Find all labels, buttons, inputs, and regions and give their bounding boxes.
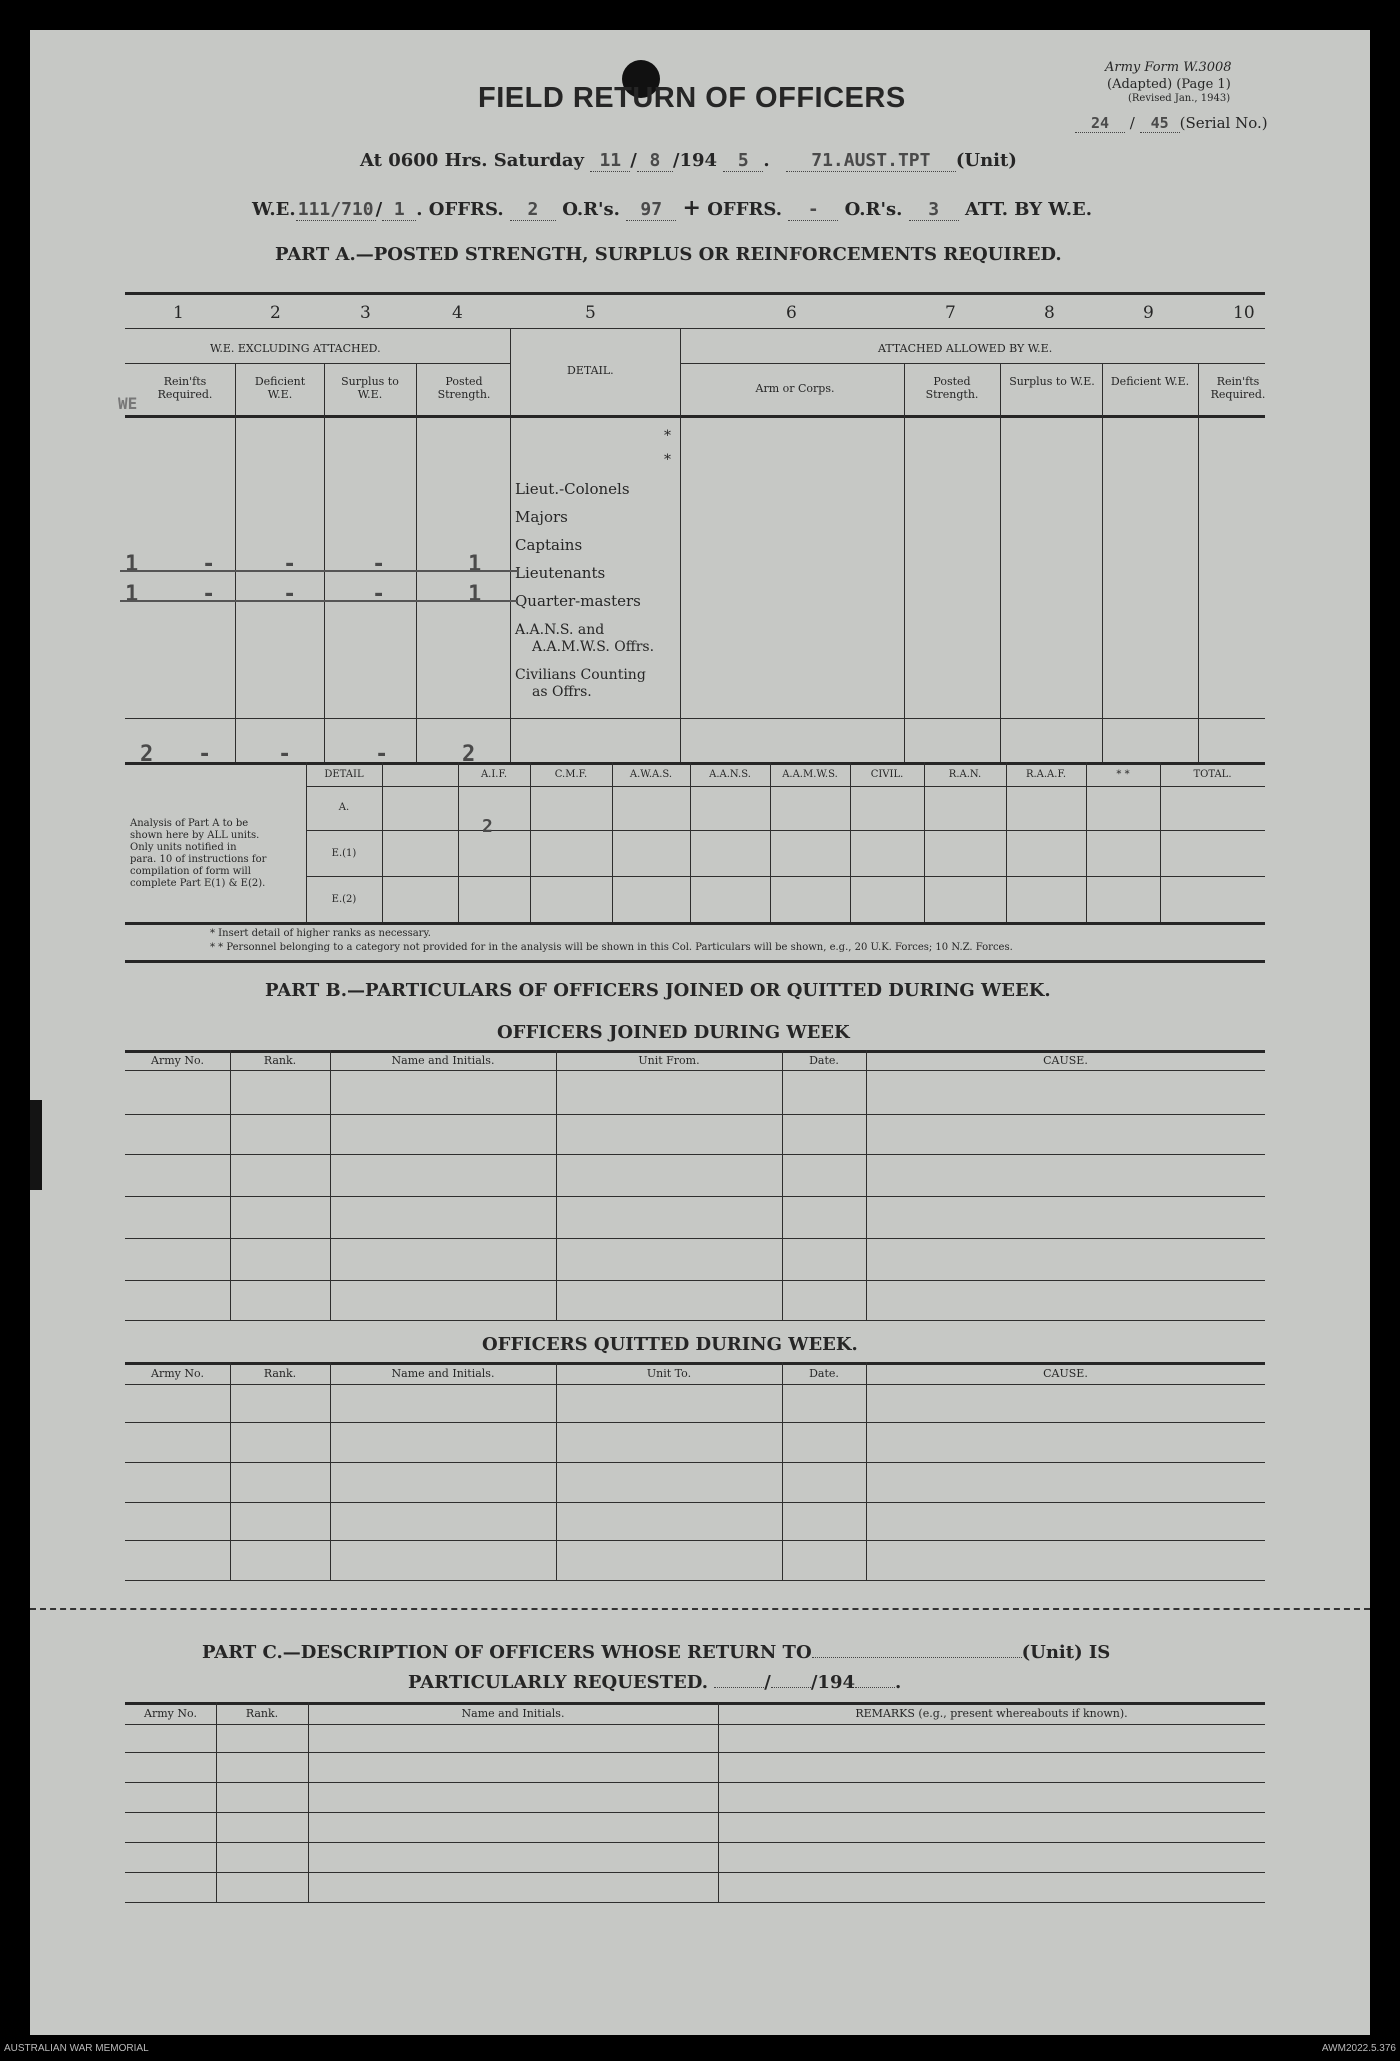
part-c-row-3 — [125, 1812, 1265, 1813]
part-c-row-1 — [125, 1752, 1265, 1753]
qm-strike — [120, 600, 518, 602]
joined-hdr-unit-from: Unit From. — [638, 1054, 700, 1067]
part-c-heading-b — [408, 1672, 901, 1693]
part-a-top-rule — [125, 292, 1265, 295]
part-a-sub-rule-right — [680, 363, 1265, 364]
hdr-reinfts2: Rein'fts Required. — [1210, 375, 1266, 401]
part-c-bottom — [125, 1902, 1265, 1903]
lt-reinfts: 1 — [125, 552, 139, 577]
qvl-4 — [782, 1362, 783, 1580]
hdr-arm: Arm or Corps. — [755, 382, 835, 395]
avl-11 — [1160, 762, 1161, 922]
joined-hdr-cause: CAUSE. — [1043, 1054, 1088, 1067]
quitted-hdr-rule — [125, 1384, 1265, 1385]
an-hdr-ran: R.A.N. — [948, 769, 982, 780]
unit-value: 71.AUST.TPT — [786, 150, 956, 172]
avl-4 — [612, 762, 613, 922]
quitted-bottom — [125, 1580, 1265, 1581]
cvl-2 — [308, 1702, 309, 1902]
rank-lieut-colonels: Lieut.-Colonels — [515, 480, 630, 498]
col-num-8: 8 — [1044, 303, 1055, 323]
part-a-end-rule — [125, 960, 1265, 963]
hdr-posted2: Posted Strength. — [925, 375, 979, 401]
col-num-1: 1 — [173, 303, 184, 323]
analysis-note-5: compilation of form will — [130, 866, 251, 877]
hdr-deficient2: Deficient W.E. — [1110, 375, 1190, 388]
part-c-row-5 — [125, 1872, 1265, 1873]
part-c-row-4 — [125, 1842, 1265, 1843]
analysis-note-6: complete Part E(1) & E(2). — [130, 878, 266, 889]
lt-strike — [120, 570, 518, 572]
jvl-5 — [866, 1050, 867, 1320]
col-num-2: 2 — [270, 303, 281, 323]
analysis-bottom-rule — [125, 922, 1265, 925]
rank-majors: Majors — [515, 508, 568, 526]
quitted-hdr-cause: CAUSE. — [1043, 1367, 1088, 1380]
quitted-row-3 — [125, 1502, 1265, 1503]
part-c-hdr-name: Name and Initials. — [461, 1707, 565, 1720]
quitted-title: OFFICERS QUITTED DURING WEEK. — [482, 1334, 858, 1355]
avl-6 — [770, 762, 771, 922]
rank-captains: Captains — [515, 536, 583, 554]
total-reinfts: 2 — [140, 742, 154, 767]
analysis-row-a-rule — [306, 830, 1265, 831]
col-num-3: 3 — [360, 303, 371, 323]
vline-6 — [904, 363, 905, 762]
hdr-surplus: Surplus to W.E. — [341, 375, 399, 401]
hdr-reinfts: Rein'fts Required. — [157, 375, 213, 401]
ors2-label: O.R's. — [844, 199, 903, 220]
jvl-1 — [230, 1050, 231, 1320]
rank-quarter-masters: Quarter-masters — [515, 592, 641, 610]
joined-row-2 — [125, 1154, 1265, 1155]
analysis-header-rule — [306, 786, 1265, 787]
total-surplus2: - — [375, 742, 389, 767]
month-value: 8 — [637, 150, 673, 172]
day-value: 11 — [590, 150, 630, 172]
part-c-hdr-rule — [125, 1724, 1265, 1725]
at-label: At 0600 Hrs. Saturday — [360, 150, 585, 171]
vline-9 — [1198, 363, 1199, 762]
unit-label: (Unit) — [955, 150, 1017, 171]
part-a-heading: PART A.—POSTED STRENGTH, SURPLUS OR REINFORCEMENTS REQUIRED. — [275, 244, 1062, 265]
part-c-period: . — [895, 1672, 902, 1693]
an-hdr-raaf: R.A.A.F. — [1025, 769, 1067, 780]
quitted-row-1 — [125, 1422, 1265, 1423]
avl-8 — [924, 762, 925, 922]
avl-3 — [530, 762, 531, 922]
offrs2-label: OFFRS. — [707, 199, 783, 220]
qvl-1 — [230, 1362, 231, 1580]
an-hdr-aif: A.I.F. — [480, 769, 508, 780]
quitted-hdr-date: Date. — [809, 1367, 839, 1380]
footer-accession: AWM2022.5.376 — [1321, 2043, 1396, 2054]
joined-hdr-date: Date. — [809, 1054, 839, 1067]
rank-lieutenants: Lieutenants — [515, 564, 606, 582]
an-hdr-civil: CIVIL. — [870, 769, 904, 780]
we-label: W.E. — [252, 199, 296, 220]
offrs2-value: - — [788, 199, 838, 221]
we-line: W.E. 111/710 / 1 . OFFRS. 2 O.R's. 97 + OFFRS. - O.R's. 3 ATT. BY W.E. — [252, 195, 1092, 221]
avl-5 — [690, 762, 691, 922]
an-hdr-awas: A.W.A.S. — [629, 769, 673, 780]
part-b-heading: PART B.—PARTICULARS OF OFFICERS JOINED OR QUITTED DURING WEEK. — [265, 980, 1051, 1001]
we-value: 111/710 — [296, 199, 376, 221]
plus-sign: + — [682, 195, 701, 221]
jvl-4 — [782, 1050, 783, 1320]
avl-7 — [850, 762, 851, 922]
serial-label: (Serial No.) — [1179, 114, 1268, 132]
footnote-2: * * Personnel belonging to a category not provided for in the analysis will be shown in this Col. Particulars will be shown, e.g., 20 U.K. Forces; 10 N.Z. Forces. — [210, 942, 1013, 953]
joined-hdr-rule — [125, 1070, 1265, 1071]
ors-value: 97 — [626, 199, 676, 221]
avl-10 — [1086, 762, 1087, 922]
quitted-hdr-army-no: Army No. — [151, 1367, 204, 1380]
total-surplus: - — [278, 742, 292, 767]
rank-aans-2: A.A.M.W.S. Offrs. — [532, 639, 655, 655]
form-adapted: (Adapted) (Page 1) — [1107, 77, 1231, 92]
vline-5 — [680, 328, 681, 762]
att-label: ATT. BY W.E. — [964, 199, 1092, 220]
an-row-e2: E.(2) — [331, 894, 357, 905]
analysis-note-2: shown here by ALL units. — [130, 830, 260, 841]
offrs-value: 2 — [510, 199, 556, 221]
qm-deficient: - — [202, 582, 216, 607]
an-row-e1: E.(1) — [331, 848, 357, 859]
year-digit: 5 — [723, 150, 763, 172]
part-c-year: /194 — [810, 1672, 856, 1693]
vline-2 — [324, 363, 325, 762]
joined-row-4 — [125, 1238, 1265, 1239]
qvl-5 — [866, 1362, 867, 1580]
part-a-total-bottom — [125, 762, 1265, 765]
quitted-hdr-unit-to: Unit To. — [646, 1367, 692, 1380]
serial-b: 45 — [1140, 114, 1180, 133]
cvl-3 — [718, 1702, 719, 1902]
avl-9 — [1006, 762, 1007, 922]
col-num-7: 7 — [945, 303, 956, 323]
joined-hdr-rank: Rank. — [263, 1054, 297, 1067]
part-c-row-2 — [125, 1782, 1265, 1783]
part-c-requested: PARTICULARLY REQUESTED. — [408, 1672, 708, 1693]
qvl-2 — [330, 1362, 331, 1580]
rank-aans-1: A.A.N.S. and — [515, 622, 605, 638]
quitted-hdr-rank: Rank. — [263, 1367, 297, 1380]
col-num-9: 9 — [1143, 303, 1154, 323]
joined-row-1 — [125, 1114, 1265, 1115]
rank-civilians-2: as Offrs. — [532, 684, 592, 700]
form-page — [30, 30, 1370, 2035]
form-number: Army Form W.3008 — [1105, 60, 1232, 75]
lt-surplus2: - — [372, 552, 386, 577]
analysis-note-4: para. 10 of instructions for — [130, 854, 267, 865]
cvl-1 — [216, 1702, 217, 1902]
total-posted: 2 — [462, 742, 476, 767]
asterisk-1: * — [664, 428, 671, 444]
ors-label: O.R's. — [562, 199, 620, 220]
part-c-heading-a — [202, 1642, 1110, 1663]
we-sub: 1 — [382, 199, 416, 221]
part-c-hdr-rank: Rank. — [245, 1707, 279, 1720]
col-num-5: 5 — [585, 303, 596, 323]
attached-allowed-label: ATTACHED ALLOWED BY W.E. — [878, 342, 1053, 355]
joined-row-3 — [125, 1196, 1265, 1197]
an-hdr-aans: A.A.N.S. — [709, 769, 751, 780]
analysis-note-1: Analysis of Part A to be — [130, 818, 249, 829]
paper-edge-shadow — [30, 1100, 42, 1190]
joined-bottom — [125, 1320, 1265, 1321]
ors2-value: 3 — [909, 199, 959, 221]
analysis-note — [130, 818, 266, 890]
qm-surplus: - — [283, 582, 297, 607]
part-c-top — [125, 1702, 1265, 1705]
part-c-unit-is: (Unit) IS — [1021, 1642, 1111, 1663]
serial-number: 24 / 45 (Serial No.) — [1075, 114, 1268, 133]
jvl-3 — [556, 1050, 557, 1320]
we-stamp: WE — [118, 394, 138, 413]
vline-8 — [1102, 363, 1103, 762]
vline-7 — [1000, 363, 1001, 762]
total-deficient: - — [198, 742, 212, 767]
part-a-total-top — [125, 718, 1265, 719]
an-hdr-aamws: A.A.M.W.S. — [782, 769, 838, 780]
joined-title: OFFICERS JOINED DURING WEEK — [497, 1022, 850, 1043]
quitted-row-2 — [125, 1462, 1265, 1463]
qm-posted: 1 — [468, 582, 482, 607]
part-a-sub-rule-left — [125, 363, 510, 364]
vline-4 — [510, 328, 511, 762]
asterisk-2: * — [664, 452, 671, 468]
perforation-line — [30, 1608, 1370, 1610]
col-num-10: 10 — [1233, 303, 1255, 323]
an-row-a: A. — [338, 802, 350, 813]
lt-surplus: - — [283, 552, 297, 577]
joined-row-5 — [125, 1280, 1265, 1281]
joined-hdr-army-no: Army No. — [151, 1054, 204, 1067]
part-c-title: PART C.—DESCRIPTION OF OFFICERS WHOSE RETURN TO — [202, 1642, 812, 1663]
detail-label: DETAIL. — [567, 364, 614, 377]
vline-3 — [416, 363, 417, 762]
hdr-surplus2: Surplus to W.E. — [1009, 375, 1095, 388]
an-hdr-cmf: C.M.F. — [554, 769, 588, 780]
hdr-posted: Posted Strength. — [437, 375, 491, 401]
lt-posted: 1 — [468, 552, 482, 577]
quitted-row-4 — [125, 1540, 1265, 1541]
qm-reinfts: 1 — [125, 582, 139, 607]
part-a-num-rule — [125, 328, 1265, 329]
qvl-3 — [556, 1362, 557, 1580]
qm-surplus2: - — [372, 582, 386, 607]
joined-top — [125, 1050, 1265, 1053]
an-hdr-total: TOTAL. — [1193, 769, 1232, 780]
vline-1 — [235, 363, 236, 762]
avl-1 — [382, 762, 383, 922]
jvl-2 — [330, 1050, 331, 1320]
part-a-header-rule — [125, 415, 1265, 418]
we-excluding-label: W.E. EXCLUDING ATTACHED. — [210, 342, 381, 355]
lt-deficient: - — [202, 552, 216, 577]
avl-2 — [458, 762, 459, 922]
an-aif-a-value: 2 — [482, 816, 493, 837]
footnote-1: * Insert detail of higher ranks as necessary. — [210, 928, 431, 939]
form-revised: (Revised Jan., 1943) — [1128, 93, 1231, 104]
serial-a: 24 — [1075, 114, 1125, 133]
footer-credit: AUSTRALIAN WAR MEMORIAL — [4, 2043, 149, 2054]
analysis-note-3: Only units notified in — [130, 842, 237, 853]
page-title: FIELD RETURN OF OFFICERS — [478, 82, 906, 114]
an-hdr-detail: DETAIL — [324, 769, 364, 780]
offrs-label: OFFRS. — [428, 199, 504, 220]
part-c-hdr-remarks: REMARKS (e.g., present whereabouts if known). — [855, 1707, 1128, 1720]
analysis-row-e1-rule — [306, 876, 1265, 877]
col-num-4: 4 — [452, 303, 463, 323]
hdr-deficient: Deficient W.E. — [254, 375, 306, 401]
col-num-6: 6 — [786, 303, 797, 323]
an-hdr-other: * * — [1116, 769, 1130, 780]
part-c-slash: / — [764, 1672, 771, 1693]
quitted-hdr-name: Name and Initials. — [391, 1367, 495, 1380]
year-prefix: /194 — [672, 150, 718, 171]
part-c-hdr-army-no: Army No. — [144, 1707, 197, 1720]
joined-hdr-name: Name and Initials. — [391, 1054, 495, 1067]
quitted-top — [125, 1362, 1265, 1365]
date-line: At 0600 Hrs. Saturday 11 / 8 /194 5 . 71.AUST.TPT (Unit) — [360, 150, 1017, 171]
rank-civilians-1: Civilians Counting — [515, 667, 646, 683]
